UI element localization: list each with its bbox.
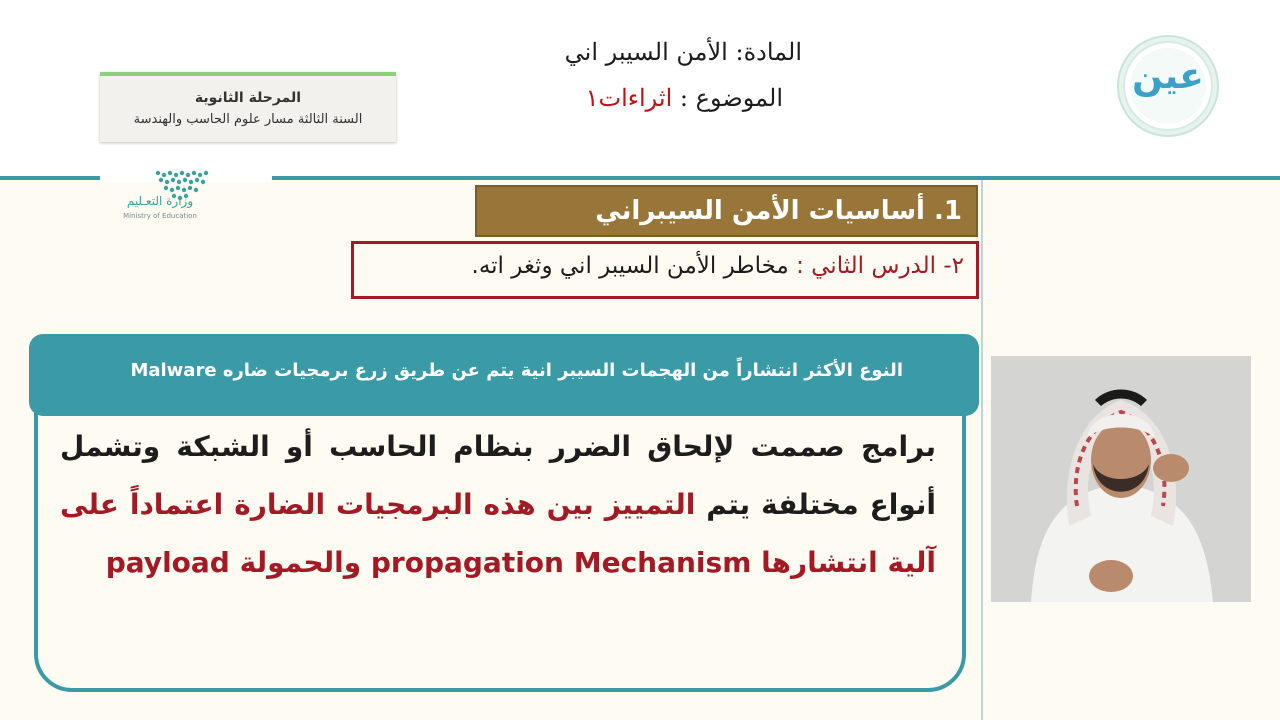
- lesson-text: مخاطر الأمن السيبر اني وثغر اته.: [471, 253, 789, 279]
- stage-card: [100, 72, 396, 142]
- ain-logo-text: عين: [1132, 56, 1204, 97]
- ministry-name-ar: وزارة التعـليم: [126, 194, 194, 208]
- vertical-divider: [981, 180, 983, 720]
- topic-value: اثراءات١: [585, 84, 673, 112]
- topic-label: الموضوع :: [679, 84, 783, 112]
- unit-heading: 1. أساسيات الأمن السيبراني: [475, 185, 978, 237]
- lesson-label: ٢- الدرس الثاني :: [796, 253, 964, 279]
- content-banner: النوع الأكثر انتشاراً من الهجمات السيبر انية يتم عن طريق زرع برمجيات ضاره Malware: [29, 334, 979, 416]
- content-body-part1: برامج صممت لإلحاق الضرر بنظام الحاسب أو الشبكة وتشمل أنواع مختلفة يتم: [60, 430, 937, 521]
- lesson-title-box: [351, 241, 979, 299]
- presenter-video: [991, 356, 1251, 602]
- stage-track: السنة الثالثة مسار علوم الحاسب والهندسة: [133, 112, 363, 127]
- subject-title: المادة: الأمن السيبر اني: [564, 38, 802, 66]
- content-body: [60, 418, 936, 592]
- ministry-name-en: Ministry of Education: [123, 212, 197, 220]
- topic-line: [586, 84, 783, 112]
- content-body-part2: التمييز بين هذه البرمجيات الضارة اعتماداً على آلية انتشارها propagation Mechanism والحمولة payload: [60, 488, 936, 579]
- stage-title: المرحلة الثانوية: [194, 90, 302, 106]
- presenter-figure-icon: [991, 356, 1251, 602]
